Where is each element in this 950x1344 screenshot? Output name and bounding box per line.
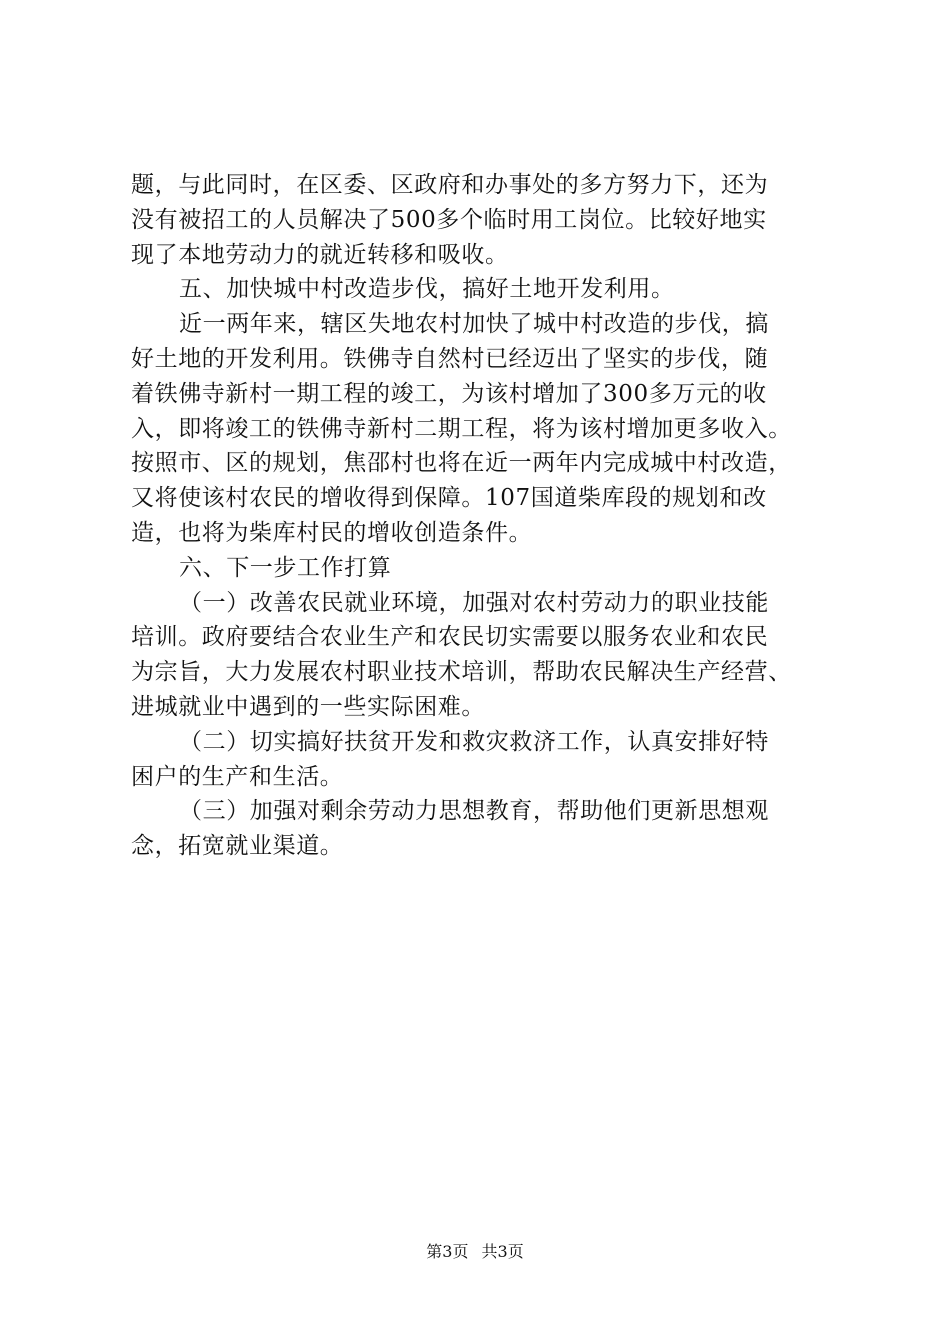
text-line: 着铁佛寺新村一期工程的竣工，为该村增加了300多万元的收 <box>131 380 767 407</box>
text-line: 题，与此同时，在区委、区政府和办事处的多方努力下，还为 <box>131 172 769 198</box>
text-line: 又将使该村农民的增收得到保障。107国道柴库段的规划和改 <box>131 485 767 512</box>
section-heading: 六、下一步工作打算 <box>179 554 392 581</box>
text-line: （一）改善农民就业环境，加强对农村劳动力的职业技能 <box>179 589 769 616</box>
text-line: 为宗旨，大力发展农村职业技术培训，帮助农民解决生产经营、 <box>131 659 792 686</box>
page-number: 第3页 <box>426 1242 469 1261</box>
text-line: 现了本地劳动力的就近转移和吸收。 <box>131 241 509 268</box>
text-line: 没有被招工的人员解决了500多个临时用工岗位。比较好地实 <box>131 206 767 233</box>
text-line: 按照市、区的规划，焦邵村也将在近一两年内完成城中村改造， <box>131 450 792 477</box>
section-heading: 五、加快城中村改造步伐，搞好土地开发利用。 <box>179 276 675 303</box>
page-footer <box>0 1241 950 1263</box>
text-line: 培训。政府要结合农业生产和农民切实需要以服务农业和农民 <box>131 624 769 651</box>
text-line: 好土地的开发利用。铁佛寺自然村已经迈出了坚实的步伐，随 <box>131 345 769 372</box>
text-line: 念，拓宽就业渠道。 <box>131 833 344 860</box>
text-line: 入，即将竣工的铁佛寺新村二期工程，将为该村增加更多收入。 <box>131 415 792 442</box>
text-line: 困户的生产和生活。 <box>131 763 344 790</box>
text-line: （三）加强对剩余劳动力思想教育，帮助他们更新思想观 <box>179 798 769 825</box>
document-body <box>131 168 843 864</box>
text-line: 近一两年来，辖区失地农村加快了城中村改造的步伐，搞 <box>179 311 769 338</box>
text-line: （二）切实搞好扶贫开发和救灾救济工作，认真安排好特 <box>179 728 769 755</box>
page-total: 共3页 <box>481 1242 524 1261</box>
text-line: 进城就业中遇到的一些实际困难。 <box>131 693 485 720</box>
text-line: 造，也将为柴库村民的增收创造条件。 <box>131 519 533 546</box>
